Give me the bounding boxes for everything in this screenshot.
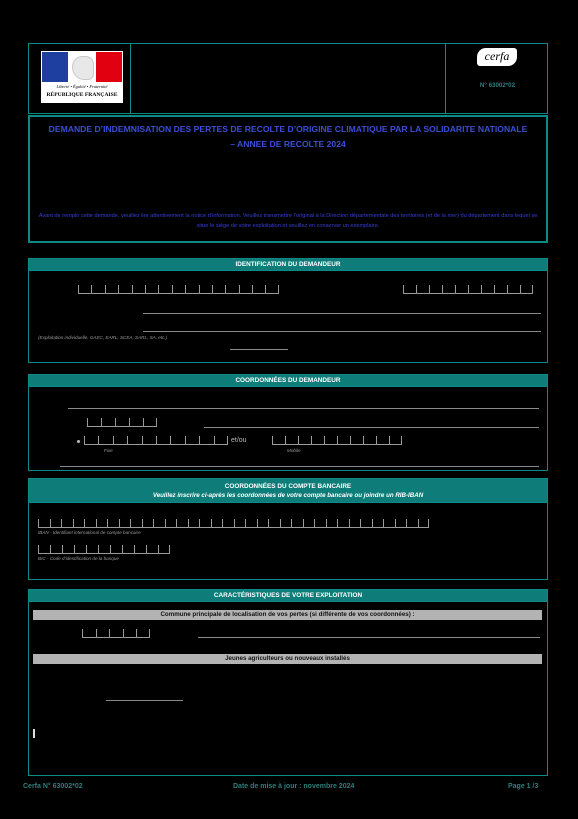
section-banque-subtitle: Veuillez inscrire ci-après les coordonnées de votre compte bancaire ou joindre un RIB-IBAN	[152, 492, 424, 499]
section-exploitation-heading: CARACTÉRISTIQUES DE VOTRE EXPLOITATION	[28, 589, 548, 602]
phone-bullet-icon	[77, 440, 80, 443]
char-cell[interactable]	[494, 285, 507, 294]
cerfa-logo	[477, 48, 517, 66]
char-cell[interactable]	[337, 436, 350, 445]
char-cell[interactable]	[84, 519, 96, 528]
char-cell[interactable]	[118, 285, 131, 294]
char-cell[interactable]	[130, 519, 142, 528]
char-cell[interactable]	[113, 436, 127, 445]
char-cell[interactable]	[84, 436, 98, 445]
char-cell[interactable]	[212, 285, 225, 294]
char-cell[interactable]	[326, 519, 338, 528]
char-cell[interactable]	[303, 519, 315, 528]
char-cell[interactable]	[360, 519, 372, 528]
section-coordonnees-body	[28, 386, 548, 471]
page-title: DEMANDE D’INDEMNISATION DES PERTES DE RECOLTE D’ORIGINE CLIMATIQUE PAR LA SOLIDARITE NATIONALE – ANNEE DE RECOLTE 2024	[48, 124, 528, 149]
char-cell[interactable]	[185, 285, 198, 294]
char-cell[interactable]	[132, 285, 145, 294]
section-banque-body	[28, 502, 548, 580]
flag-red	[96, 52, 122, 82]
char-cell[interactable]	[406, 519, 418, 528]
char-cell[interactable]	[272, 436, 285, 445]
char-cell[interactable]	[109, 629, 123, 638]
commune-line[interactable]	[204, 427, 539, 428]
char-cell[interactable]	[119, 519, 131, 528]
cerfa-logo-text: cerfa	[484, 49, 510, 63]
char-cell[interactable]	[136, 629, 150, 638]
char-cell[interactable]	[105, 285, 118, 294]
char-cell[interactable]	[199, 519, 211, 528]
char-cell[interactable]	[38, 545, 50, 554]
char-cell[interactable]	[350, 436, 363, 445]
char-cell[interactable]	[225, 285, 238, 294]
char-cell[interactable]	[98, 436, 112, 445]
commune-principale-bar: Commune principale de localisation de vos pertes (si différente de vos coordonnées) :	[33, 610, 542, 620]
address-line[interactable]	[68, 408, 539, 409]
mobile-label: Mobile	[287, 448, 301, 453]
char-cell[interactable]	[74, 545, 86, 554]
char-cell[interactable]	[165, 519, 177, 528]
char-cell[interactable]	[50, 545, 62, 554]
char-cell[interactable]	[442, 285, 455, 294]
char-cell[interactable]	[372, 519, 384, 528]
phone-mobile-field[interactable]	[272, 436, 402, 445]
char-cell[interactable]	[481, 285, 494, 294]
flag-blue	[42, 52, 68, 82]
char-cell[interactable]	[96, 629, 110, 638]
char-cell[interactable]	[291, 519, 303, 528]
iban-field[interactable]	[38, 519, 429, 528]
char-cell[interactable]	[507, 285, 520, 294]
char-cell[interactable]	[311, 436, 324, 445]
char-cell[interactable]	[156, 436, 170, 445]
char-cell[interactable]	[416, 285, 429, 294]
char-cell[interactable]	[134, 545, 146, 554]
char-cell[interactable]	[199, 285, 212, 294]
char-cell[interactable]	[363, 436, 376, 445]
char-cell[interactable]	[86, 545, 98, 554]
char-cell[interactable]	[87, 418, 101, 427]
marianne-logo	[41, 51, 123, 103]
char-cell[interactable]	[78, 285, 91, 294]
section-identification-heading: IDENTIFICATION DU DEMANDEUR	[28, 258, 548, 271]
logo-name: RÉPUBLIQUE FRANÇAISE	[46, 92, 118, 98]
char-cell[interactable]	[107, 519, 119, 528]
char-cell[interactable]	[376, 436, 389, 445]
postal-code-field[interactable]	[87, 418, 157, 427]
char-cell[interactable]	[101, 418, 115, 427]
char-cell[interactable]	[61, 519, 73, 528]
char-cell[interactable]	[82, 629, 96, 638]
phone-fixe-field[interactable]	[84, 436, 228, 445]
email-line[interactable]	[60, 466, 539, 467]
section-banque-title: COORDONNÉES DU COMPTE BANCAIRE	[224, 483, 352, 490]
notice-text: Avant de remplir cette demande, veuillez lire attentivement la notice d’information. Veuillez transmettre l’original à la Direction départementale des territoires (et de la mer) du département dans lequel se situe le siège de votre exploitation et veuillez en conserver un exemplaire.	[38, 213, 538, 229]
char-cell[interactable]	[73, 519, 85, 528]
char-cell[interactable]	[146, 545, 158, 554]
flag-white	[68, 52, 96, 82]
char-cell[interactable]	[285, 436, 298, 445]
char-cell[interactable]	[38, 519, 50, 528]
char-cell[interactable]	[349, 519, 361, 528]
forme-juridique-line[interactable]	[143, 331, 541, 332]
installation-date-line[interactable]	[106, 700, 183, 701]
footer-page: Page 1 /3	[508, 783, 539, 790]
char-cell[interactable]	[520, 285, 533, 294]
checkbox-marker[interactable]	[33, 729, 35, 738]
char-cell[interactable]	[172, 285, 185, 294]
jeunes-agriculteurs-bar: Jeunes agriculteurs ou nouveaux installés	[33, 654, 542, 664]
char-cell[interactable]	[145, 285, 158, 294]
char-cell[interactable]	[455, 285, 468, 294]
iban-label: IBAN - Identifiant international de compte bancaire	[38, 530, 141, 535]
char-cell[interactable]	[222, 519, 234, 528]
section-exploitation-body	[28, 601, 548, 776]
footer-update-date: Date de mise à jour : novembre 2024	[233, 783, 355, 790]
bic-label: BIC - Code d’identification de la banque	[38, 556, 119, 561]
char-cell[interactable]	[234, 519, 246, 528]
char-cell[interactable]	[239, 285, 252, 294]
siret-field[interactable]	[403, 285, 533, 294]
char-cell[interactable]	[324, 436, 337, 445]
char-cell[interactable]	[129, 418, 143, 427]
char-cell[interactable]	[110, 545, 122, 554]
marianne-profile-icon	[72, 56, 94, 80]
char-cell[interactable]	[314, 519, 326, 528]
form-number: N° 63002*02	[479, 82, 516, 89]
char-cell[interactable]	[403, 285, 416, 294]
name-field[interactable]	[78, 285, 279, 294]
char-cell[interactable]	[170, 436, 184, 445]
char-cell[interactable]	[142, 436, 156, 445]
char-cell[interactable]	[337, 519, 349, 528]
char-cell[interactable]	[143, 418, 157, 427]
char-cell[interactable]	[395, 519, 407, 528]
char-cell[interactable]	[298, 436, 311, 445]
fixe-label: Fixe	[104, 448, 113, 453]
char-cell[interactable]	[265, 285, 278, 294]
char-cell[interactable]	[185, 436, 199, 445]
char-cell[interactable]	[158, 545, 170, 554]
legal-form-input-line[interactable]	[230, 349, 288, 350]
bic-field[interactable]	[38, 545, 170, 554]
char-cell[interactable]	[383, 519, 395, 528]
footer-form-ref: Cerfa N° 63002*02	[23, 783, 83, 790]
char-cell[interactable]	[91, 285, 104, 294]
section-banque-heading	[28, 478, 548, 503]
char-cell[interactable]	[98, 545, 110, 554]
char-cell[interactable]	[280, 519, 292, 528]
section-coordonnees-heading: COORDONNÉES DU DEMANDEUR	[28, 374, 548, 387]
char-cell[interactable]	[115, 418, 129, 427]
char-cell[interactable]	[418, 519, 430, 528]
logo-motto: Liberté • Égalité • Fraternité	[56, 84, 108, 89]
commune-principale-line[interactable]	[198, 637, 540, 638]
char-cell[interactable]	[468, 285, 481, 294]
char-cell[interactable]	[252, 285, 265, 294]
char-cell[interactable]	[62, 545, 74, 554]
section-identification-body	[28, 270, 548, 363]
char-cell[interactable]	[214, 436, 228, 445]
char-cell[interactable]	[268, 519, 280, 528]
char-cell[interactable]	[176, 519, 188, 528]
char-cell[interactable]	[153, 519, 165, 528]
char-cell[interactable]	[142, 519, 154, 528]
char-cell[interactable]	[429, 285, 442, 294]
legal-forms-hint: (Exploitation individuelle, GAEC, EARL, SCEA, SARL, SA, etc.)	[38, 335, 168, 340]
char-cell[interactable]	[127, 436, 141, 445]
raison-sociale-line[interactable]	[143, 313, 541, 314]
char-cell[interactable]	[199, 436, 213, 445]
char-cell[interactable]	[158, 285, 171, 294]
char-cell[interactable]	[96, 519, 108, 528]
char-cell[interactable]	[257, 519, 269, 528]
char-cell[interactable]	[188, 519, 200, 528]
commune-postal-field[interactable]	[82, 629, 150, 638]
char-cell[interactable]	[211, 519, 223, 528]
char-cell[interactable]	[50, 519, 62, 528]
char-cell[interactable]	[122, 545, 134, 554]
char-cell[interactable]	[245, 519, 257, 528]
char-cell[interactable]	[123, 629, 137, 638]
char-cell[interactable]	[389, 436, 402, 445]
phone-or-label: et/ou	[231, 437, 247, 444]
